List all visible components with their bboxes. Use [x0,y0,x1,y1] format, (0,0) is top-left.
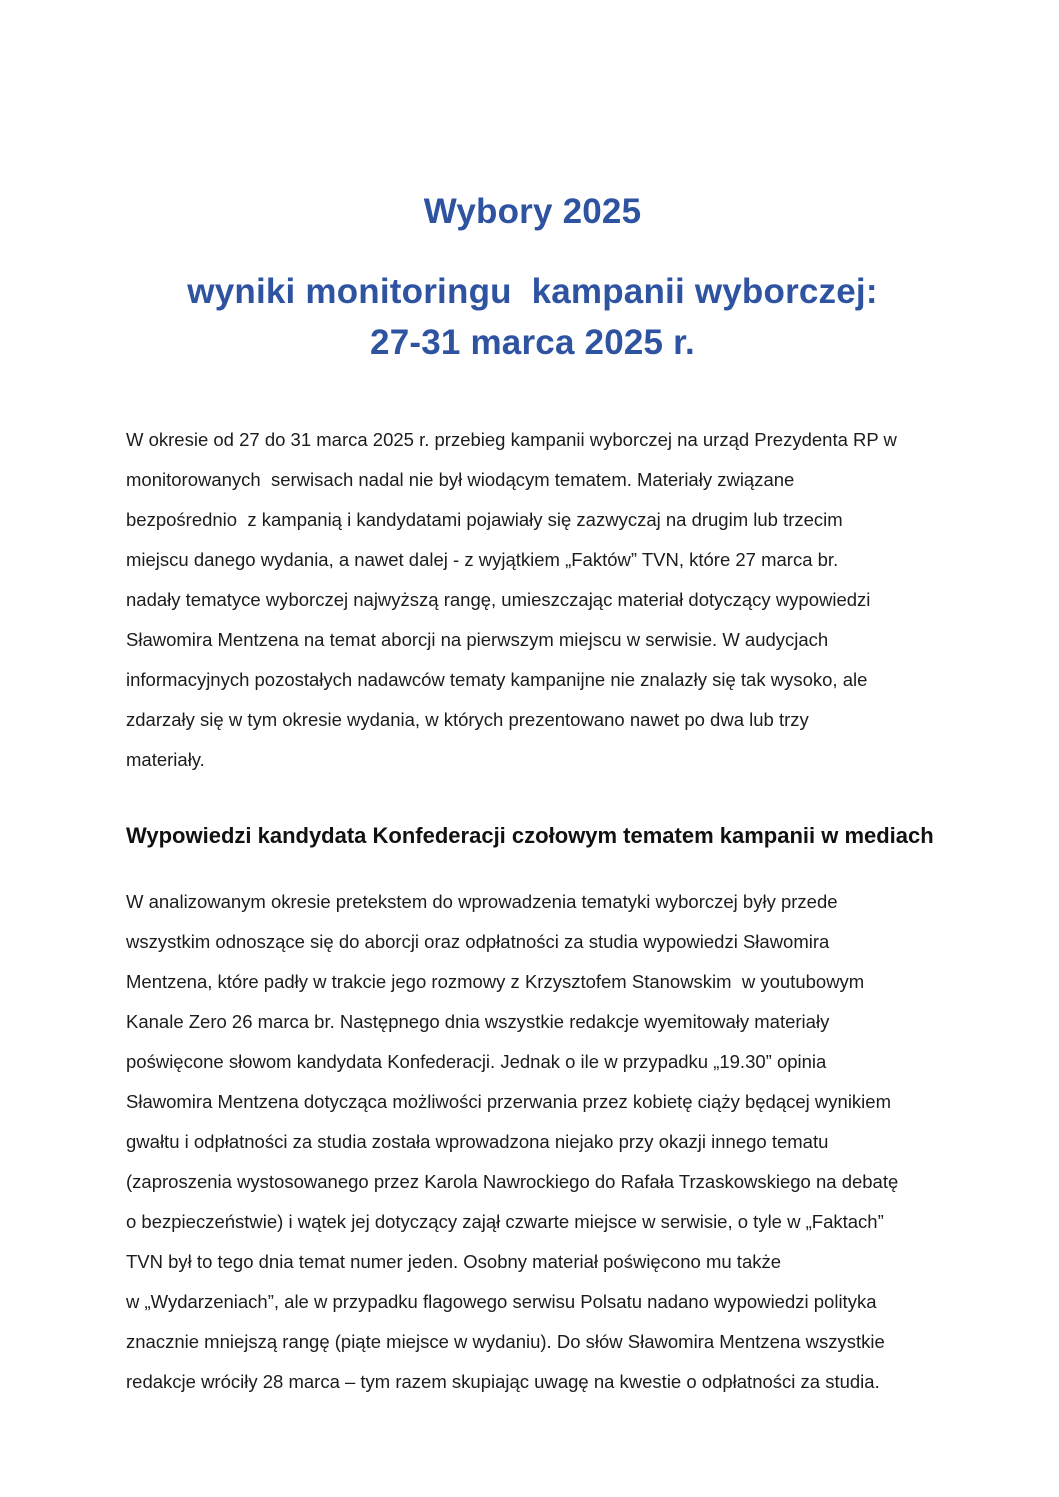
paragraph-line: (zaproszenia wystosowanego przez Karola Nawrockiego do Rafała Trzaskowskiego na debatę [126,1171,899,1192]
paragraph-line: W okresie od 27 do 31 marca 2025 r. przebieg kampanii wyborczej na urząd Prezydenta RP w [126,429,897,450]
paragraph-line: wszystkim odnoszące się do aborcji oraz odpłatności za studia wypowiedzi Sławomira [126,931,830,952]
paragraph-line: w „Wydarzeniach”, ale w przypadku flagowego serwisu Polsatu nadano wypowiedzi polityka [126,1291,877,1312]
paragraph-line: Sławomira Mentzena na temat aborcji na pierwszym miejscu w serwisie. W audycjach [126,629,829,650]
paragraph-line: monitorowanych serwisach nadal nie był wiodącym tematem. Materiały związane [126,469,795,490]
paragraph-line: informacyjnych pozostałych nadawców tematy kampanijne nie znalazły się tak wysoko, ale [126,669,868,690]
paragraph-line: TVN był to tego dnia temat numer jeden. Osobny materiał poświęcono mu także [126,1251,782,1272]
paragraph-line: Sławomira Mentzena dotycząca możliwości przerwania przez kobietę ciąży będącej wynikiem [126,1091,891,1112]
paragraph-line: W analizowanym okresie pretekstem do wprowadzenia tematyki wyborczej były przede [126,891,838,912]
paragraph-line: Kanale Zero 26 marca br. Następnego dnia wszystkie redakcje wyemitowały materiały [126,1011,830,1032]
paragraph-line: znacznie mniejszą rangę (piąte miejsce w wydaniu). Do słów Sławomira Mentzena wszystkie [126,1331,885,1352]
paragraph-line: nadały tematyce wyborczej najwyższą rangę, umieszczając materiał dotyczący wypowiedzi [126,589,871,610]
paragraph-line: redakcje wróciły 28 marca – tym razem skupiając uwagę na kwestie o odpłatności za studia. [126,1371,880,1392]
paragraph-line: materiały. [126,749,205,770]
paragraph-line: gwałtu i odpłatności za studia została wprowadzona niejako przy okazji innego tematu [126,1131,829,1152]
document-subtitle-line-2: 27-31 marca 2025 r. [370,323,695,362]
paragraph-line: poświęcone słowom kandydata Konfederacji. Jednak o ile w przypadku „19.30” opinia [126,1051,827,1072]
section-heading: Wypowiedzi kandydata Konfederacji czołowym tematem kampanii w mediach [126,823,934,848]
body-paragraph-2 [126,882,939,1402]
paragraph-line: o bezpieczeństwie) i wątek jej dotyczący zajął czwarte miejsce w serwisie, o tyle w „Faktach” [126,1211,884,1232]
document-subtitle-line-1: wyniki monitoringu kampanii wyborczej: [187,272,878,311]
paragraph-line: zdarzały się w tym okresie wydania, w których prezentowano nawet po dwa lub trzy [126,709,809,730]
paragraph-line: bezpośrednio z kampanią i kandydatami pojawiały się zazwyczaj na drugim lub trzecim [126,509,843,530]
document-title: Wybory 2025 [423,192,642,231]
document-subtitle [126,266,939,368]
paragraph-line: miejscu danego wydania, a nawet dalej - z wyjątkiem „Faktów” TVN, które 27 marca br. [126,549,839,570]
paragraph-line: Mentzena, które padły w trakcie jego rozmowy z Krzysztofem Stanowskim w youtubowym [126,971,865,992]
document-body [126,420,939,1402]
body-paragraph-1 [126,420,939,780]
